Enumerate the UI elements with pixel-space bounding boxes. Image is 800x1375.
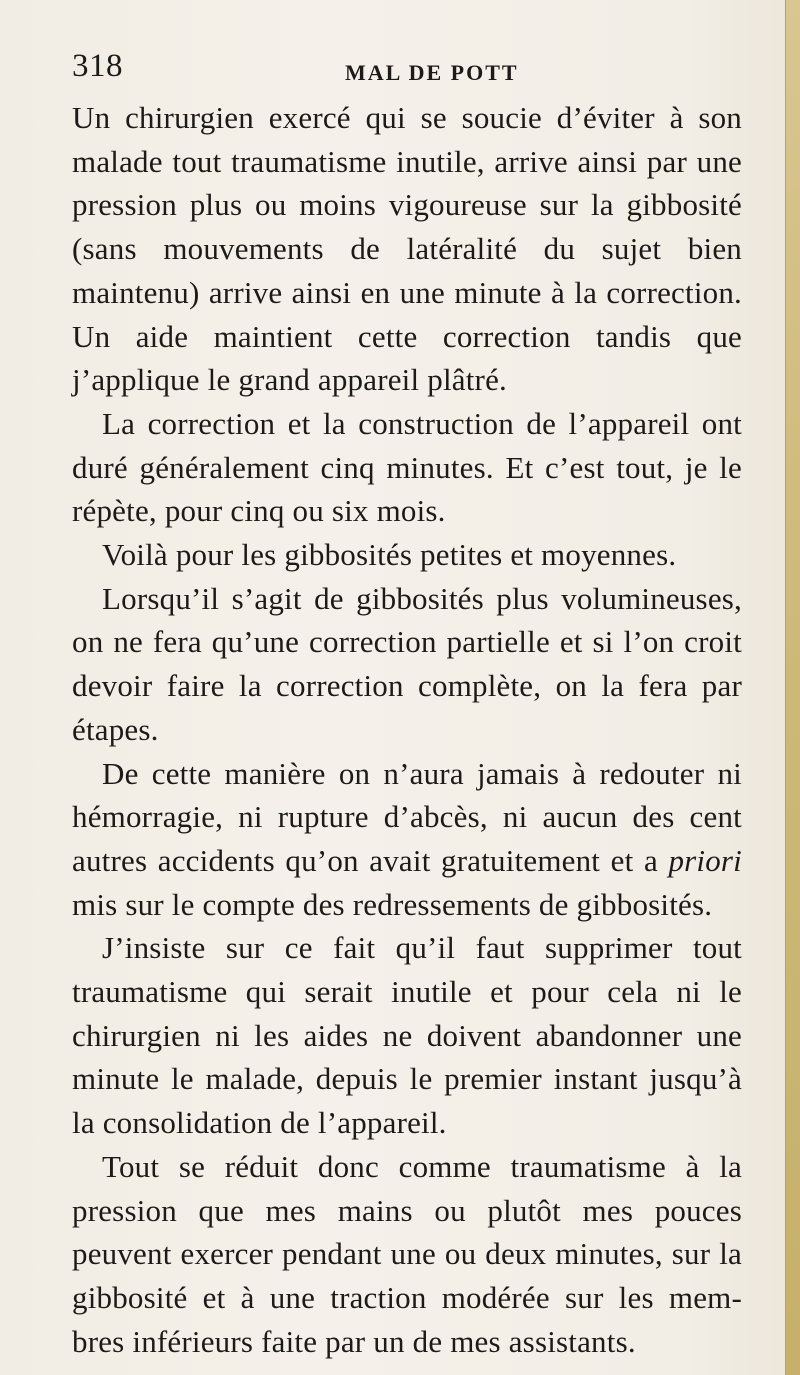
paragraph-1: Un chirurgien exercé qui se soucie d’éviter à son malade tout traumatisme inutile, arrive ainsi par une pression plus ou moins vigoureuse sur la gibbosité (sans mouvements de latéralité du sujet bien maintenu) arrive ainsi en une minute à la correction. Un aide maintient cette correction tandis que j’applique le grand appareil plâtré. [72, 100, 742, 398]
paragraph-5-start: De cette manière on n’aura jamais à redouter ni hémorragie, ni rupture d’abcès, ni aucun des cent autres accidents qu’on avait gratuitement et a [72, 755, 742, 878]
page-edge [785, 0, 800, 1375]
paragraph-3: Voilà pour les gibbosités petites et moyennes. [102, 537, 677, 573]
paragraph-6: J’insiste sur ce fait qu’il faut supprimer tout traumatisme qui serait inutile et pour cela ni le chirurgien ni les aides ne doivent abandonner une minute le malade, depuis le premier instant jusqu’à la consolidation de l’appareil. [72, 930, 742, 1141]
running-head: MAL DE POTT [345, 60, 519, 85]
page-header [0, 48, 800, 88]
italic-priori: priori [668, 842, 742, 878]
body-text [72, 96, 742, 1363]
paragraph-4: Lorsqu’il s’agit de gibbosités plus volumineuses, on ne fera qu’une correction partielle et si l’on croit devoir faire la correction complète, on la fera par étapes. [72, 580, 742, 747]
page-number: 318 [72, 48, 123, 84]
paragraph-5-end: mis sur le compte des redressements de gibbosités. [72, 886, 713, 922]
paragraph-2: La correction et la construction de l’appareil ont duré généralement cinq minutes. Et c’est tout, je le répète, pour cinq ou six mois. [72, 405, 742, 529]
paragraph-5 [72, 752, 742, 927]
paragraph-7: Tout se réduit donc comme traumatisme à la pression que mes mains ou plutôt mes pouces peuvent exercer pendant une ou deux minutes, sur la gibbosité et à une traction modérée sur les mem- bres inférieurs faite par un de mes assistants. [72, 1148, 742, 1359]
